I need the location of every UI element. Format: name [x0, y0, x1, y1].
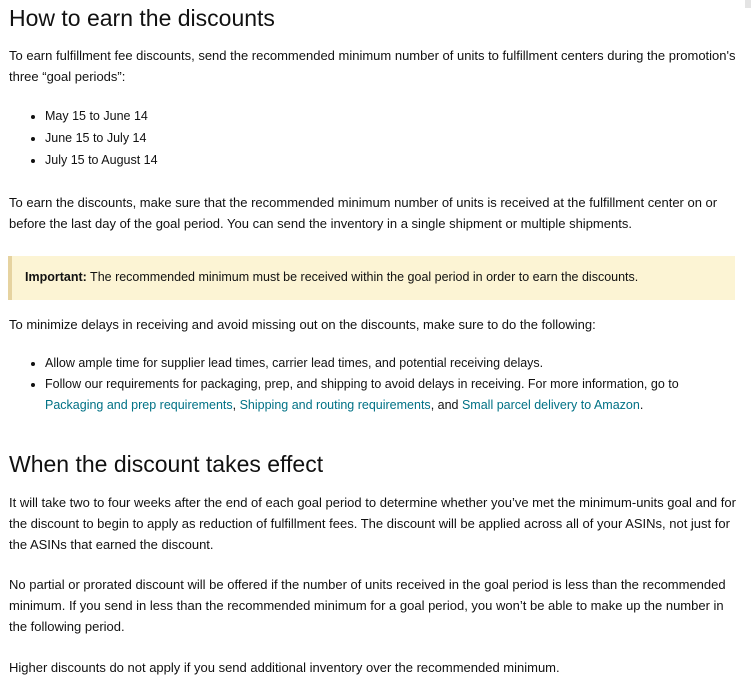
intro-paragraph: To earn fulfillment fee discounts, send the recommended minimum number of units to fulfillment centers during the promotion's three “goal periods”:: [9, 48, 736, 84]
minimize-paragraph: To minimize delays in receiving and avoid missing out on the discounts, make sure to do the following:: [9, 317, 596, 332]
section-heading-how-to-earn: How to earn the discounts: [9, 5, 275, 31]
tip-item: [45, 353, 751, 374]
higher-discount-paragraph: Higher discounts do not apply if you send additional inventory over the recommended minimum.: [9, 660, 560, 675]
link-shipping-routing[interactable]: Shipping and routing requirements: [239, 398, 431, 412]
tip-item: [45, 374, 751, 416]
link-separator: ,: [232, 398, 240, 412]
partial-discount-paragraph: No partial or prorated discount will be offered if the number of units received in the goal period is less than the recommended minimum. If you send in less than the recommended minimum for a goal period, you won’t be able to make up the number in the following period.: [9, 577, 726, 634]
tip-text: Allow ample time for supplier lead times, carrier lead times, and potential receiving delays.: [45, 356, 544, 370]
tip-text: Follow our requirements for packaging, prep, and shipping to avoid delays in receiving. For more information, go to: [45, 377, 679, 391]
link-small-parcel[interactable]: Small parcel delivery to Amazon: [461, 398, 640, 412]
goal-periods-list: [9, 105, 158, 171]
goal-period-item: • June 15 to July 14: [45, 127, 158, 149]
tip-end: .: [639, 398, 644, 412]
earn-paragraph: To earn the discounts, make sure that the recommended minimum number of units is received at the fulfillment center on or before the last day of the goal period. You can send the inventory in a single shipment or multiple shipments.: [9, 195, 718, 231]
link-separator: , and: [430, 398, 462, 412]
important-alert: [8, 256, 735, 300]
link-packaging-prep[interactable]: Packaging and prep requirements: [45, 398, 233, 412]
section-heading-discount-effect: When the discount takes effect: [9, 451, 324, 477]
scrollbar[interactable]: [745, 0, 751, 8]
alert-text: The recommended minimum must be received within the goal period in order to earn the discounts.: [86, 270, 639, 284]
tips-list: [9, 353, 751, 416]
alert-label: Important:: [25, 270, 87, 284]
weeks-paragraph: It will take two to four weeks after the end of each goal period to determine whether you’ve met the minimum-units goal and for the discount to begin to apply as reduction of fulfillment fees. The discount will be applied across all of your ASINs, not just for the ASINs that earned the discount.: [9, 495, 736, 552]
goal-period-item: • July 15 to August 14: [45, 149, 158, 171]
goal-period-item: • May 15 to June 14: [45, 105, 158, 127]
